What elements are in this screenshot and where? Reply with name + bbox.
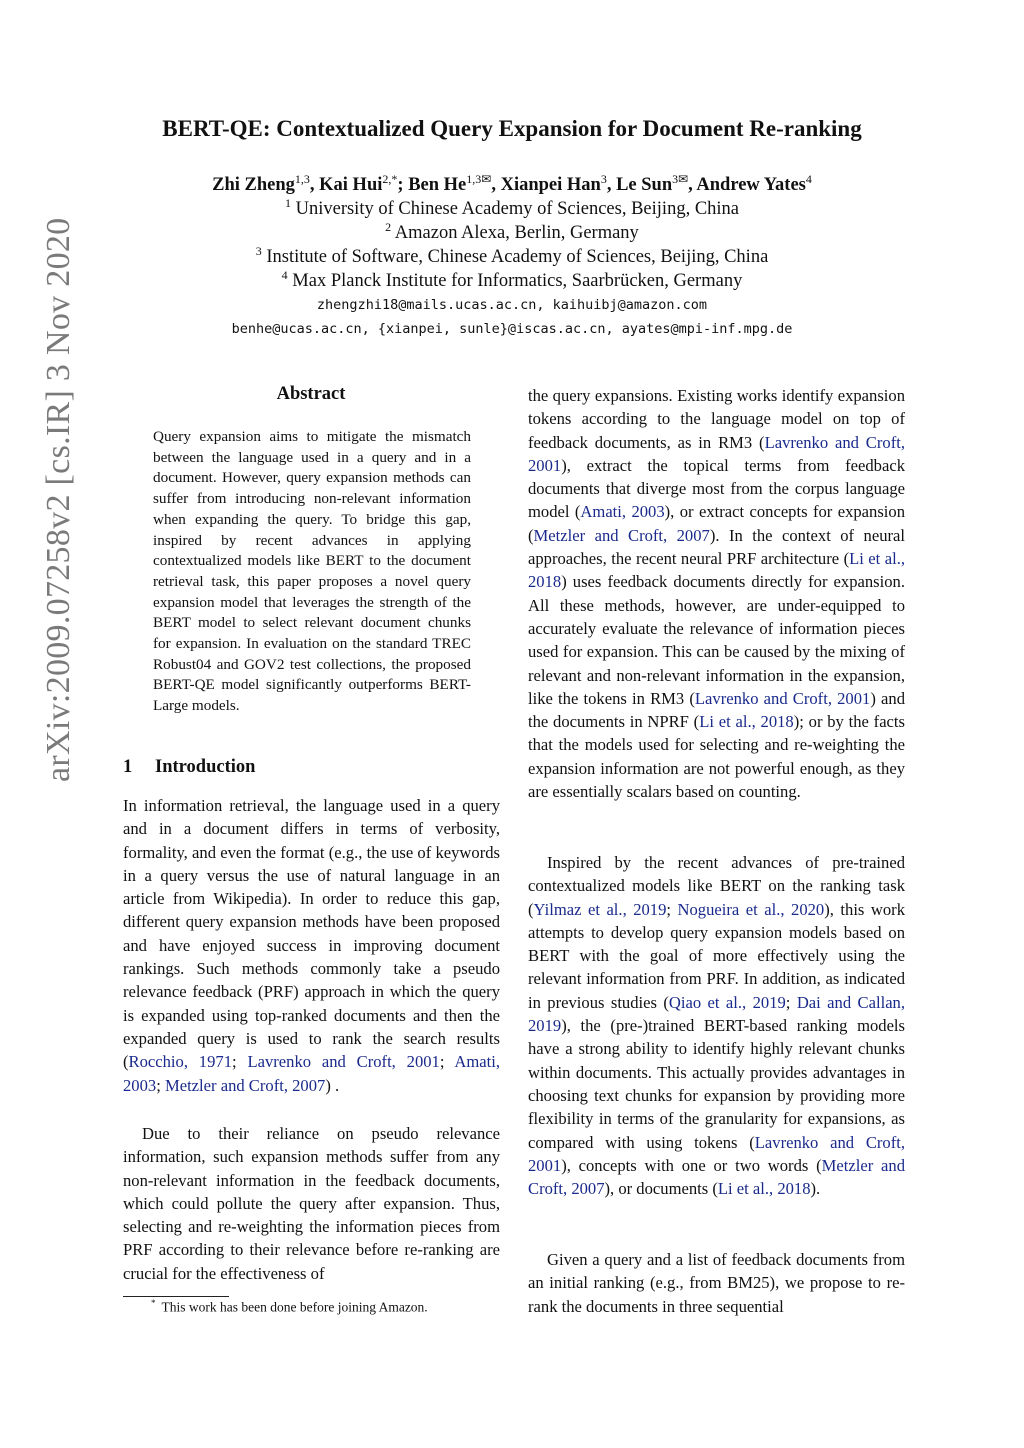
author-separator: ,: [309, 175, 320, 196]
citation-link[interactable]: Dai and Callan, 2019: [528, 992, 905, 1036]
paragraph-text: Inspired by the recent advances of pre-trained contextualized models like BERT on the ranking task (: [528, 853, 905, 919]
body-paragraph: Given a query and a list of feedback documents from an initial ranking (e.g., from BM25), we propose to re-rank the documents in three sequential: [528, 1250, 905, 1316]
paragraph-text: ), concepts with one or two words (: [561, 1155, 822, 1175]
citation-link[interactable]: Lavrenko and Croft, 2001: [528, 1132, 905, 1175]
author-affiliation-mark: 3✉: [672, 172, 689, 186]
paragraph-text: ) uses feedback documents directly for expansion. All these methods, however, are under-equipped to accurately evaluate the relevance of information pieces used for expansion. This can be caused by the mixing of relevant and non-relevant information in the expansion, like the tokens in RM3 (: [528, 572, 905, 708]
affiliation-line: [0, 220, 1024, 244]
author-affiliation-mark: 1,3: [294, 172, 310, 186]
footnote-text: This work has been done before joining Amazon.: [161, 1299, 428, 1315]
paragraph-text: ), or extract concepts for expansion (: [528, 502, 905, 545]
paragraph-text: ), the (pre-)trained BERT-based ranking models have a strong ability to identify highly relevant chunks within documents. This actually provides advantages in choosing text chunks for expansion by providing more flexibility in terms of the granularity for expansions, as compared with using tokens (: [528, 1016, 905, 1152]
paragraph-text: ;: [666, 899, 678, 919]
author-affiliation-mark: 4: [805, 172, 812, 186]
author-name: Kai Hui: [319, 175, 383, 196]
section-title: Introduction: [155, 757, 256, 777]
citation-link[interactable]: Metzler and Croft, 2007: [528, 1155, 905, 1199]
citation-link[interactable]: Metzler and Croft, 2007: [533, 525, 710, 545]
section-number: 1: [123, 757, 133, 777]
affiliation-number: 3: [255, 244, 262, 258]
section-heading: [123, 757, 255, 778]
affiliation-text: University of Chinese Academy of Sciences, Beijing, China: [295, 199, 740, 220]
paragraph-text: ), or documents (: [604, 1179, 718, 1199]
affiliation-line: [0, 268, 1024, 292]
citation-link[interactable]: Rocchio, 1971: [128, 1052, 232, 1072]
paragraph-text: ) .: [325, 1075, 340, 1095]
footnote-divider: [123, 1296, 229, 1297]
citation-link[interactable]: Amati, 2003: [580, 502, 665, 522]
paragraph-text: ;: [785, 992, 797, 1012]
affiliation-number: 2: [385, 220, 392, 234]
paragraph-text: ), extract the topical terms from feedback documents that diverge most from the corpus language model (: [528, 455, 905, 522]
citation-link[interactable]: Lavrenko and Croft, 2001: [247, 1052, 440, 1072]
paragraph-text: ;: [156, 1075, 165, 1095]
citation-link[interactable]: Metzler and Croft, 2007: [164, 1075, 326, 1095]
author-list: [0, 172, 1024, 196]
author-name: Ben He: [408, 175, 467, 196]
paragraph-text: ;: [232, 1052, 248, 1072]
body-paragraph: Due to their reliance on pseudo relevance information, such expansion methods suffer from any non-relevant information in the feedback documents, which could pollute the query after expansion. Thus, selecting and re-weighting the information pieces from PRF according to their relevance before re-ranking are crucial for the effectiveness of: [123, 1124, 500, 1283]
author-affiliation-mark: 2,*: [382, 172, 398, 186]
affiliation-text: Max Planck Institute for Informatics, Saarbrücken, Germany: [292, 271, 743, 292]
body-paragraph: [528, 851, 905, 1200]
citation-link[interactable]: Qiao et al., 2019: [668, 992, 786, 1012]
author-name: Zhi Zheng: [212, 175, 295, 196]
paragraph-text: In information retrieval, the language used in a query and in a document differs in terms of verbosity, formality, and even the format (e.g., the use of keywords in a query versus the use of natural language in an article from Wikipedia). In order to reduce this gap, different query expansion methods have been proposed and have enjoyed success in improving document rankings. Such methods commonly take a pseudo relevance feedback (PRF) approach in which the query is expanded using top-ranked documents and then the expanded query is used to rank the search results (: [123, 796, 500, 1072]
body-paragraph: [528, 384, 905, 803]
paragraph-text: the query expansions. Existing works identify expansion tokens according to the language model on top of feedback documents, as in RM3 (: [528, 386, 905, 452]
author-separator: ,: [606, 175, 617, 196]
footnote: [151, 1298, 501, 1316]
body-paragraph: [123, 794, 500, 1097]
citation-link[interactable]: Nogueira et al., 2020: [677, 899, 825, 919]
citation-link[interactable]: Yilmaz et al., 2019: [533, 899, 667, 919]
affiliation-text: Amazon Alexa, Berlin, Germany: [394, 223, 639, 244]
author-separator: ;: [397, 175, 409, 196]
abstract-heading: Abstract: [276, 384, 346, 404]
abstract-body: Query expansion aims to mitigate the mismatch between the language used in a query and in a document. However, query expansion methods can suffer from introducing non-relevant information when expanding the query. To bridge this gap, inspired by recent advances in applying contextualized models like BERT to the document retrieval task, this paper proposes a novel query expansion model that leverages the strength of the BERT model to select relevant document chunks for expansion. In evaluation on the standard TREC Robust04 and GOV2 test collections, the proposed BERT-QE model significantly outperforms BERT-Large models.: [153, 428, 471, 715]
author-separator: ,: [491, 175, 501, 196]
citation-link[interactable]: Li et al., 2018: [717, 1179, 811, 1199]
affiliation-text: Institute of Software, Chinese Academy of Sciences, Beijing, China: [266, 247, 769, 268]
paragraph-text: ;: [439, 1052, 455, 1072]
email-line: benhe@ucas.ac.cn, {xianpei, sunle}@iscas.ac.cn, ayates@mpi-inf.mpg.de: [231, 321, 793, 337]
citation-link[interactable]: Lavrenko and Croft, 2001: [694, 688, 871, 708]
affiliation-line: [0, 244, 1024, 268]
email-line: zhengzhi18@mails.ucas.ac.cn, kaihuibj@amazon.com: [316, 297, 708, 313]
affiliation-number: 4: [281, 268, 288, 282]
author-separator: ,: [688, 175, 697, 196]
affiliation-number: 1: [284, 196, 291, 210]
author-name: Le Sun: [616, 175, 673, 196]
author-affiliation-mark: 3: [600, 172, 607, 186]
citation-link[interactable]: Li et al., 2018: [699, 712, 794, 732]
citation-link[interactable]: Li et al., 2018: [528, 549, 905, 592]
author-affiliation-mark: 1,3✉: [466, 172, 492, 186]
paragraph-text: ); or by the facts that the models used for selecting and re-weighting the expansion information are not powerful enough, as they are essentially scalars based on counting.: [528, 712, 905, 802]
author-name: Andrew Yates: [696, 175, 806, 196]
arxiv-identifier-stamp: arXiv:2009.07258v2 [cs.IR] 3 Nov 2020: [40, 217, 77, 782]
paper-title: BERT-QE: Contextualized Query Expansion for Document Re-ranking: [162, 116, 862, 141]
paragraph-text: ). In the context of neural approaches, the recent neural PRF architecture (: [528, 525, 905, 569]
author-name: Xianpei Han: [500, 175, 601, 196]
paragraph-text: ) and the documents in NPRF (: [528, 688, 905, 732]
citation-link[interactable]: Lavrenko and Croft, 2001: [528, 432, 905, 475]
paragraph-text: ), this work attempts to develop query expansion models based on BERT with the goal of more effectively using the relevant information from PRF. In addition, as indicated in previous studies (: [528, 899, 905, 1012]
citation-link[interactable]: Amati, 2003: [123, 1052, 500, 1095]
paragraph-text: ).: [810, 1179, 821, 1199]
affiliation-line: [0, 196, 1024, 220]
footnote-mark: *: [151, 1298, 156, 1308]
